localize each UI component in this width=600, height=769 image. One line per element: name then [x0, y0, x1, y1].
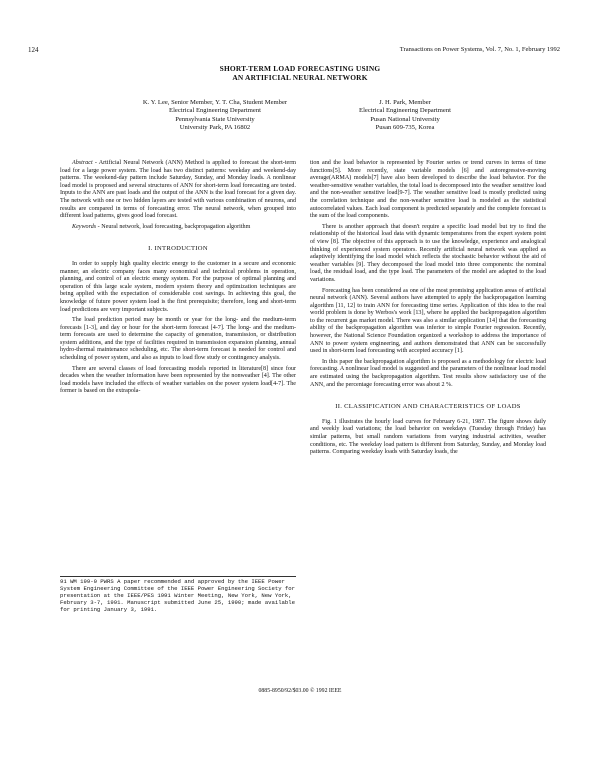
author-names: K. Y. Lee, Senior Member, Y. T. Cha, Student Member: [142, 99, 288, 106]
abstract-text: - Artificial Neural Network (ANN) Method is applied to forecast the short-term load for a large power system. The load has two distinct patterns: weekday and weekend-day patterns. The weekend-day pattern include Saturday, Sunday, and Monday loads. A nonlinear load model is proposed and several structures of ANN for short-term load forecasting are tested. Inputs to the ANN are past loads and the output of the ANN is the load forecast for a given day. The network with one or two hidden layers are tested with various combination of neurons, and results are compared in terms of forecasting error. The neural network, when grouped into different load patterns, gives good load forecast.: [60, 160, 296, 220]
intro-paragraph-3: There are several classes of load forecasting models reported in literature[8] since four decades when the weather information have been represented by the nonweather [4]. The other load models have included the effects of weather variables on the power system load[4-7]. The former is based on the extrapola-: [60, 365, 296, 395]
abstract: [60, 160, 296, 221]
author-block-right: [340, 99, 470, 133]
left-column: [60, 160, 296, 399]
body-paragraph-4: In this paper the backpropagation algorithm is proposed as a methodology for electric load forecasting. A nonlinear load model is suggested and the parameters of the nonlinear load model are estimated using the backpropagation algorithm. Test results show satisfactory use of the ANN, and the percentage forecasting error was about 2 %.: [310, 358, 546, 388]
body-paragraph-3: Forecasting has been considered as one of the most promising application areas of artificial neural network (ANN). Several authors have attempted to apply the backpropagation learning algorithm [11, 12] to train ANN for forecasting time series. Application of this idea to the real world problem is done by Werbos's work [13], where he applied the backpropagation algorithm to the recurrent gas market model. There was also a similar application [14] that the forecasting ability of the backpropagation algorithm was inferior to simple Fourier regression. Recently, however, the National Science Foundation organized a workshop to address the importance of ANN to power system engineering, and authors demonstrated that ANN can be successfully used in short-term load forecasting with accepted accuracy [1].: [310, 287, 546, 355]
journal-header: Transactions on Power Systems, Vol. 7, No. 1, February 1992: [399, 46, 560, 53]
author-dept: Electrical Engineering Department: [169, 107, 261, 115]
page-number: 124: [28, 46, 39, 54]
section-heading-classification: II. CLASSIFICATION AND CHARACTERISTICS OF LOADS: [335, 403, 521, 411]
author-names: J. H. Park, Member: [379, 99, 431, 106]
author-university: Pusan National University: [370, 115, 440, 123]
section-heading-introduction: I. INTRODUCTION: [148, 245, 208, 253]
body-paragraph-2: There is another approach that doesn't require a specific load model but try to find the relationship of the historical load data with dynamic temperatures from the expert system point of view [8]. The objective of this approach is to use the knowledge, experience and analogical thinking of experienced system operators. Recently artificial neural network was applied as adaptively identifying the load model which reflects the stochastic behavior without the aid of weather variables [9]. They decomposed the load model into three components: the nominal load, the residual load, and the type load. The parameters of the model are adapted to the load variations.: [310, 223, 546, 283]
footnote: 91 WM 199-0 PWRS A paper recommended and approved by the IEEE Power System Engineering Committee of the IEEE Power Engineering Society for presentation at the IEEE/PES 1991 Winter Meeting, New York, New York, February 3-7, 1991. Manuscript submitted June 25, 1990; made available for printing January 3, 1991.: [60, 578, 295, 613]
author-city: Pusan 609-735, Korea: [375, 124, 435, 132]
abstract-label: Abstract: [72, 160, 93, 166]
author-dept: Electrical Engineering Department: [359, 107, 451, 115]
footnote-divider: [60, 576, 296, 577]
body-paragraph-5: Fig. 1 illustrates the hourly load curves for February 6-21, 1987. The figure shows daily and weekly load variations; the load behavior on weekdays (Tuesday through Friday) has similar patterns, but small random variations from varying industrial activities, weather conditions, etc. The weekday load pattern is different from Saturday, Sunday, and Monday load patterns. Comparing weekday loads with Saturday loads, the: [310, 418, 546, 456]
right-column: [310, 160, 546, 460]
intro-paragraph-2: The load prediction period may be month or year for the long- and the medium-term forecasts [1-3], and day or hour for the short-term forecast [4-7]. The long- and the medium-term forecasts are used to determine the capacity of generation, transmission, or distribution system additions, and the type of facilities required in transmission expansion planning, annual hydro-thermal maintenance scheduling, etc. The short-term forecast is needed for control and scheduling of power system, and also as inputs to load flow study or contingency analysis.: [60, 317, 296, 362]
copyright-code: 0885-8950/92/$03.00 © 1992 IEEE: [258, 688, 342, 694]
paper-title-line-2: AN ARTIFICIAL NEURAL NETWORK: [232, 73, 368, 82]
paper-title-line-1: SHORT-TERM LOAD FORECASTING USING: [219, 64, 381, 73]
keywords-label: Keywords: [72, 223, 97, 230]
keywords: [60, 224, 296, 232]
keywords-text: - Neural network, load forecasting, backpropagation algorithm: [96, 223, 251, 230]
body-paragraph-1: tion and the load behavior is represented by Fourier series or trend curves in terms of time functions[5]. More recently, state variable models [6] and autoregressive-moving average(ARMA) models[7] have also been developed to describe the load behavior. For the weather-sensitive weather variables, the total load is decomposed into the weather sensitive load and the non-weather sensitive load[9-7]. The weather sensitive load is mostly predicted using the correlation technique and the non-weather sensitive load is modeled as the statistical autocorrelated values. Each load component is predicted separately and the complete forecast is the sum of the load components.: [310, 160, 546, 220]
author-block-left: [140, 99, 290, 133]
author-city: University Park, PA 16802: [179, 124, 251, 132]
author-university: Pennsylvania State University: [175, 115, 255, 123]
intro-paragraph-1: In order to supply high quality electric energy to the customer in a secure and economic manner, an electric company faces many economical and technical problems in operation, planning, and control of an electric energy system. For the purpose of optimal planning and operation of this large scale system, modern system theory and optimization techniques are being applied with the expectation of considerable cost savings. In achieving this goal, the knowledge of future power system load is the first prerequisite; therefore, long and short-term load predictions are very important subjects.: [60, 260, 296, 313]
